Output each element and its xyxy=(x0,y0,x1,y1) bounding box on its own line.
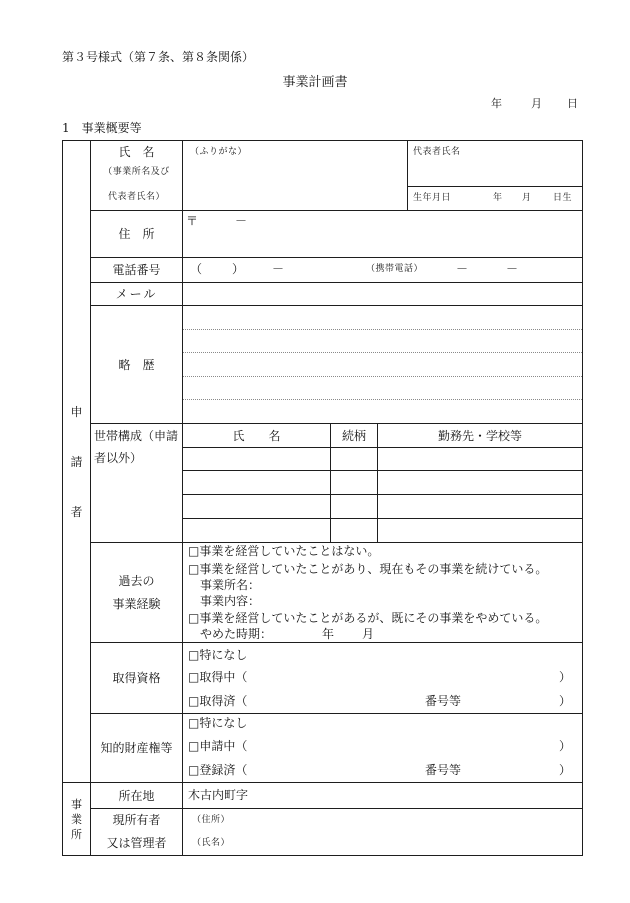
owner-name-label: （氏名） xyxy=(192,838,231,848)
name-sublabel-line: （事業所名及び xyxy=(103,167,170,177)
date-day-label: 日 xyxy=(567,97,578,110)
household-label-line: 者以外） xyxy=(94,451,143,465)
location-label-cell xyxy=(90,782,183,809)
ip-label-cell xyxy=(90,713,183,783)
household-label-cell xyxy=(90,423,183,543)
household-header-workplace-label: 勤務先・学校等 xyxy=(437,428,522,443)
experience-label xyxy=(91,543,182,642)
address-field xyxy=(182,210,583,258)
household-row-workplace-cell xyxy=(377,518,583,543)
ip-number-label: 番号等 xyxy=(425,763,462,777)
household-header-name-label: 氏 名 xyxy=(232,428,281,443)
ip-option-none: □特になし xyxy=(188,716,248,730)
name-label-cell xyxy=(90,140,183,211)
qualifications-label-cell xyxy=(90,642,183,714)
owner-label-cell xyxy=(90,808,183,856)
postal-dash: － xyxy=(235,214,248,228)
ip-label: 知的財産権等 xyxy=(100,741,173,755)
representative-name-label: 代表者氏名 xyxy=(413,147,461,157)
experience-label-cell xyxy=(90,542,183,643)
household-row-relation-cell xyxy=(330,470,378,495)
postal-mark: 〒 xyxy=(186,214,199,228)
household-row-name-cell xyxy=(182,447,331,471)
location-value: 木古内町字 xyxy=(188,788,249,802)
ended-period-label: やめた時期： xyxy=(200,627,273,641)
owner-label-line: 又は管理者 xyxy=(106,836,167,850)
office-side-label-stack xyxy=(63,783,90,855)
representative-name-field xyxy=(407,140,583,187)
email-field xyxy=(182,282,583,306)
experience-option-none: □事業を経営していたことはない。 xyxy=(188,544,380,558)
office-side-char: 業 xyxy=(71,812,82,826)
business-name-label: 事業所名： xyxy=(200,578,261,592)
phone-dash: － xyxy=(272,262,285,276)
address-label-cell xyxy=(90,210,183,258)
career-ruled-line xyxy=(183,399,582,400)
owner-field xyxy=(182,808,583,856)
qualification-number-label: 番号等 xyxy=(425,694,462,708)
name-field xyxy=(182,140,408,211)
experience-label-line: 過去の xyxy=(118,573,155,588)
date-year-label: 年 xyxy=(491,97,502,110)
name-label: 氏 名 xyxy=(118,145,155,159)
business-content-label: 事業内容： xyxy=(200,594,261,608)
date-month-label: 月 xyxy=(531,97,542,110)
name-sublabel-line: 代表者氏名） xyxy=(107,192,165,202)
qualification-close-paren: ） xyxy=(559,670,572,684)
birth-date-label: 生年月日 xyxy=(413,193,452,203)
birth-date-field xyxy=(407,186,583,211)
household-row-relation-cell xyxy=(330,494,378,519)
owner-label-line: 現所有者 xyxy=(112,813,161,827)
career-ruled-line xyxy=(183,352,582,353)
form-number: 第３号様式（第７条、第８条関係） xyxy=(62,50,255,64)
birth-day-label: 日生 xyxy=(553,193,573,203)
household-header-relation xyxy=(330,423,378,448)
career-label-cell xyxy=(90,305,183,424)
mobile-label: （携帯電話） xyxy=(366,264,424,274)
applicant-side-label xyxy=(62,140,91,783)
applicant-side-char: 請 xyxy=(70,454,83,469)
office-side-label xyxy=(62,782,91,856)
ip-close-paren: ） xyxy=(559,739,572,753)
location-field xyxy=(182,782,583,809)
career-field xyxy=(182,305,583,424)
qualification-option-none: □特になし xyxy=(188,648,248,662)
career-ruled-line xyxy=(183,376,582,377)
mobile-dash: － xyxy=(456,262,469,276)
birth-month-label: 月 xyxy=(522,193,532,203)
ip-field xyxy=(182,713,583,783)
household-row-workplace-cell xyxy=(377,447,583,471)
qualification-close-paren: ） xyxy=(559,694,572,708)
household-row-workplace-cell xyxy=(377,470,583,495)
experience-option-current: □事業を経営していたことがあり、現在もその事業を続けている。 xyxy=(188,562,548,576)
area-code-open: （ xyxy=(190,262,203,276)
phone-label-cell xyxy=(90,257,183,283)
household-row-name-cell xyxy=(182,494,331,519)
qualifications-field xyxy=(182,642,583,714)
qualification-option-in-progress: □取得中（ xyxy=(188,670,248,684)
ip-option-registered: □登録済（ xyxy=(188,763,248,777)
owner-address-label: （住所） xyxy=(192,815,231,825)
household-row-name-cell xyxy=(182,470,331,495)
qualification-option-acquired: □取得済（ xyxy=(188,694,248,708)
experience-option-past: □事業を経営していたことがあるが、既にその事業をやめている。 xyxy=(188,611,548,625)
email-label-cell xyxy=(90,282,183,306)
household-label-line: 世帯構成（申請 xyxy=(94,429,179,443)
email-label: メール xyxy=(115,287,158,301)
applicant-side-char: 申 xyxy=(70,404,83,419)
career-ruled-line xyxy=(183,329,582,330)
address-label: 住 所 xyxy=(118,227,155,241)
experience-field xyxy=(182,542,583,643)
document-title: 事業計画書 xyxy=(282,75,348,90)
birth-year-label: 年 xyxy=(493,193,503,203)
qualifications-label: 取得資格 xyxy=(112,671,161,685)
experience-label-line: 事業経験 xyxy=(112,596,161,611)
household-row-workplace-cell xyxy=(377,494,583,519)
household-row-relation-cell xyxy=(330,518,378,543)
career-label: 略 歴 xyxy=(118,357,155,372)
ip-close-paren: ） xyxy=(559,763,572,777)
office-side-char: 事 xyxy=(71,797,82,811)
applicant-side-label-stack xyxy=(63,141,90,782)
phone-field xyxy=(182,257,583,283)
household-header-name xyxy=(182,423,331,448)
section-heading: 1 事業概要等 xyxy=(62,121,142,135)
household-row-relation-cell xyxy=(330,447,378,471)
furigana-label: （ふりがな） xyxy=(190,147,248,157)
household-header-workplace xyxy=(377,423,583,448)
ip-option-pending: □申請中（ xyxy=(188,739,248,753)
office-side-char: 所 xyxy=(71,827,82,841)
household-row-name-cell xyxy=(182,518,331,543)
applicant-side-char: 者 xyxy=(70,504,83,519)
ended-year-label: 年 xyxy=(322,627,335,641)
phone-label: 電話番号 xyxy=(112,263,161,277)
household-header-relation-label: 続柄 xyxy=(341,428,366,443)
mobile-dash: － xyxy=(506,262,519,276)
area-code-close: ） xyxy=(232,262,245,276)
location-label: 所在地 xyxy=(118,788,155,803)
ended-month-label: 月 xyxy=(362,627,375,641)
